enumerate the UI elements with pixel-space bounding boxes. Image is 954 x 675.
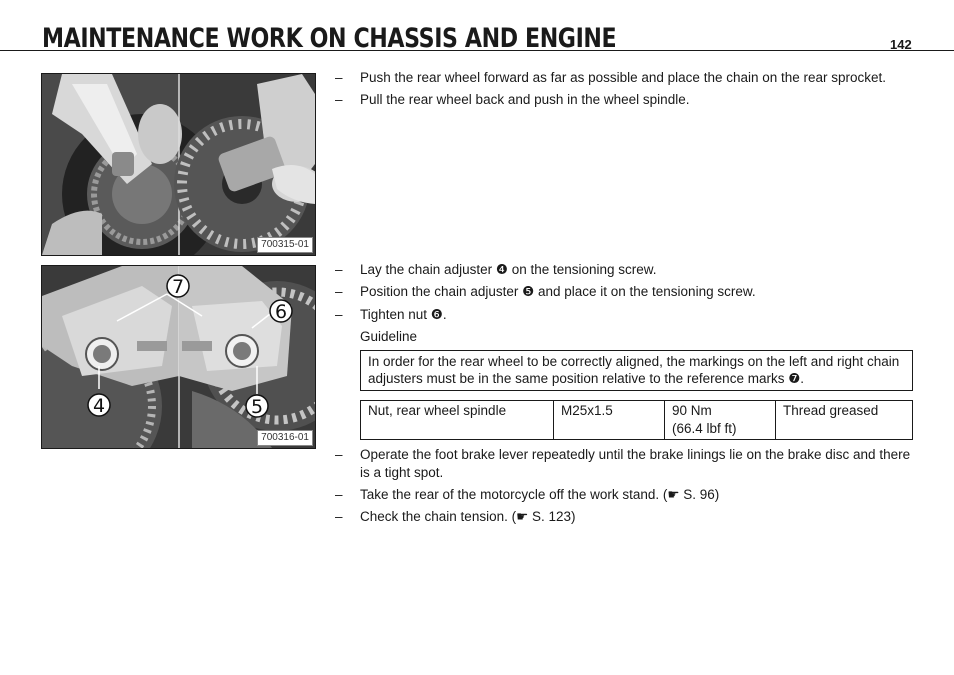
svg-text:4: 4 [92,395,106,417]
spec-cell-note: Thread greased [776,401,913,440]
bullet-dash: – [335,509,343,524]
bullet-dash: – [335,92,343,107]
photo-chain-adjusters [42,266,315,448]
step-item [335,446,915,482]
bullet-dash: – [335,307,343,322]
photo-rear-wheel-spindle [42,74,315,255]
guideline-box: In order for the rear wheel to be correctly aligned, the markings on the left and right chain adjusters must be in the same position relative to the reference marks ❼. [360,350,913,391]
bullet-dash: – [335,447,343,462]
step-item [335,91,915,109]
figure-wheel-spindle-photo [41,73,316,256]
step-item [335,283,915,301]
step-text-link[interactable]: Check the chain tension. (☛ S. 123) [360,509,576,524]
spec-cell-part: Nut, rear wheel spindle [361,401,554,440]
callout-4 [88,394,110,417]
figure-code: 700315-01 [257,237,313,253]
svg-text:6: 6 [274,301,288,323]
callout-6 [270,300,292,323]
step-item [335,69,915,87]
bullet-dash: – [335,262,343,277]
step-text: Push the rear wheel forward as far as possible and place the chain on the rear sprocket. [360,70,887,85]
step-item [335,261,915,279]
step-text-link[interactable]: Take the rear of the motorcycle off the work stand. (☛ S. 96) [360,487,720,502]
step-item [335,508,915,526]
spec-table [360,400,913,440]
table-row [361,401,913,440]
step-text: Pull the rear wheel back and push in the wheel spindle. [360,92,690,107]
bullet-dash: – [335,284,343,299]
step-item [335,306,915,324]
spec-cell-torque: 90 Nm (66.4 lbf ft) [665,401,776,440]
guideline-label: Guideline [360,329,418,344]
page-title: MAINTENANCE WORK ON CHASSIS AND ENGINE [42,23,617,54]
figure-code: 700316-01 [257,430,313,446]
step-item [335,486,915,504]
svg-text:7: 7 [171,276,185,298]
spec-cell-thread: M25x1.5 [554,401,665,440]
bullet-dash: – [335,487,343,502]
callout-5 [246,395,268,418]
bullet-dash: – [335,70,343,85]
step-text: Lay the chain adjuster ❹ on the tensioning screw. [360,262,657,277]
callout-7 [167,275,189,298]
page-number: 142 [890,37,912,52]
step-text: Position the chain adjuster ❺ and place it on the tensioning screw. [360,284,756,299]
figure-chain-adjuster-photo [41,265,316,449]
step-text: Tighten nut ❻. [360,307,447,322]
svg-text:5: 5 [250,396,264,418]
step-text: Operate the foot brake lever repeatedly until the brake linings lie on the brake disc and there is a tight spot. [360,447,911,480]
